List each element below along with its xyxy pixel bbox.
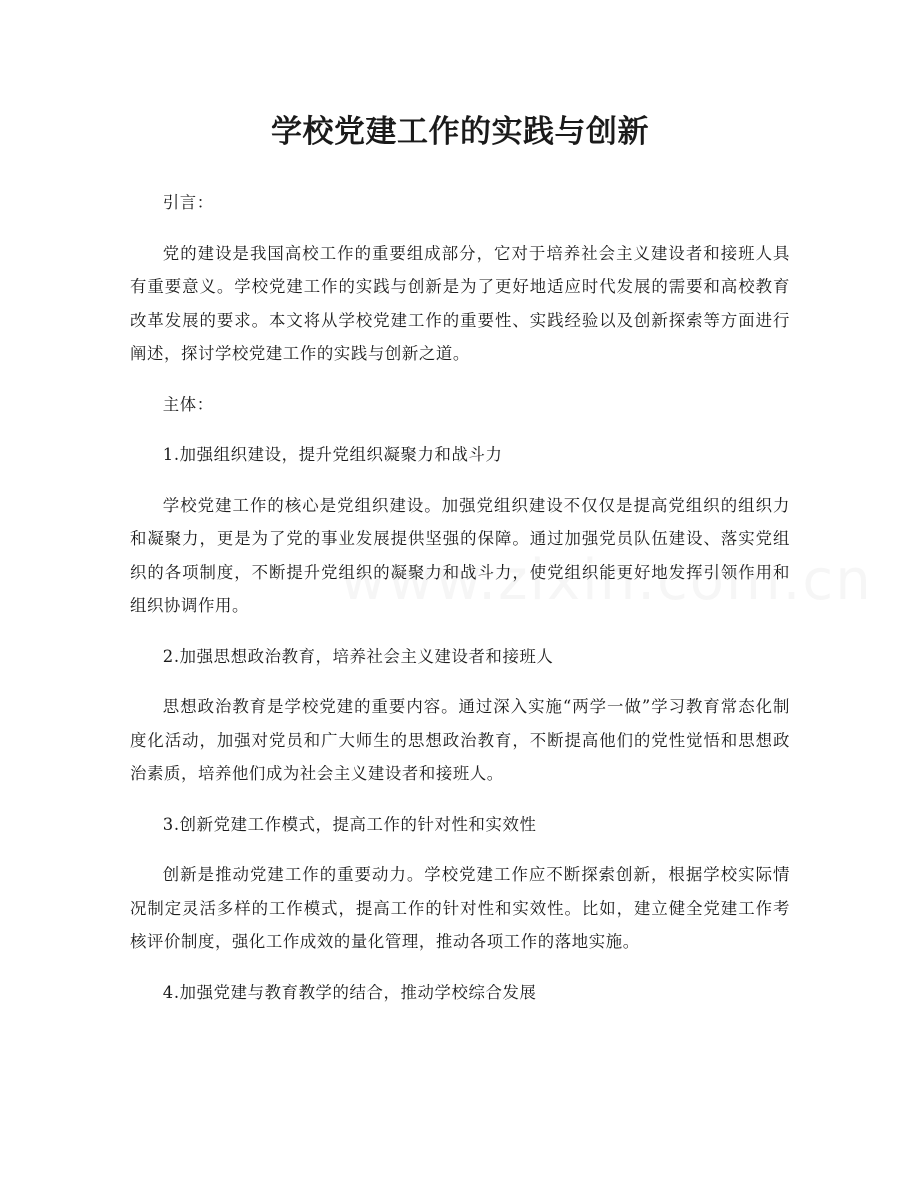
section-heading-4: 4.加强党建与教育教学的结合，推动学校综合发展 [162, 982, 537, 1002]
section-heading-2: 2.加强思想政治教育，培养社会主义建设者和接班人 [162, 646, 554, 666]
paragraph-body-label: 主体： [162, 394, 214, 414]
section-heading-1: 1.加强组织建设，提升党组织凝聚力和战斗力 [162, 445, 503, 464]
paragraph-intro-label: 引言： [162, 193, 214, 212]
section-paragraph-2: 思想政治教育是学校党建的重要内容。通过深入实施“两学一做”学习教育常态化制度化活动，加强对党员和广大师生的思想政治教育，不断提高他们的党性觉悟和思想政治素质，培养他们成为社会主义建设者和接班人。 [130, 697, 790, 783]
document-title: 学校党建工作的实践与创新 [271, 114, 649, 150]
section-paragraph-3: 创新是推动党建工作的重要动力。学校党建工作应不断探索创新，根据学校实际情况制定灵活多样的工作模式，提高工作的针对性和实效性。比如，建立健全党建工作考核评价制度，强化工作成效的量化管理，推动各项工作的落地实施。 [130, 865, 790, 951]
document-body [130, 186, 790, 1009]
paragraph-intro: 党的建设是我国高校工作的重要组成部分，它对于培养社会主义建设者和接班人具有重要意义。学校党建工作的实践与创新是为了更好地适应时代发展的需要和高校教育改革发展的要求。本文将从学校党建工作的重要性、实践经验以及创新探索等方面进行阐述，探讨学校党建工作的实践与创新之道。 [130, 243, 790, 363]
section-paragraph-1: 学校党建工作的核心是党组织建设。加强党组织建设不仅仅是提高党组织的组织力和凝聚力，更是为了党的事业发展提供坚强的保障。通过加强党员队伍建设、落实党组织的各项制度，不断提升党组织的凝聚力和战斗力，使党组织能更好地发挥引领作用和组织协调作用。 [130, 495, 790, 615]
section-heading-3: 3.创新党建工作模式，提高工作的针对性和实效性 [162, 814, 537, 834]
